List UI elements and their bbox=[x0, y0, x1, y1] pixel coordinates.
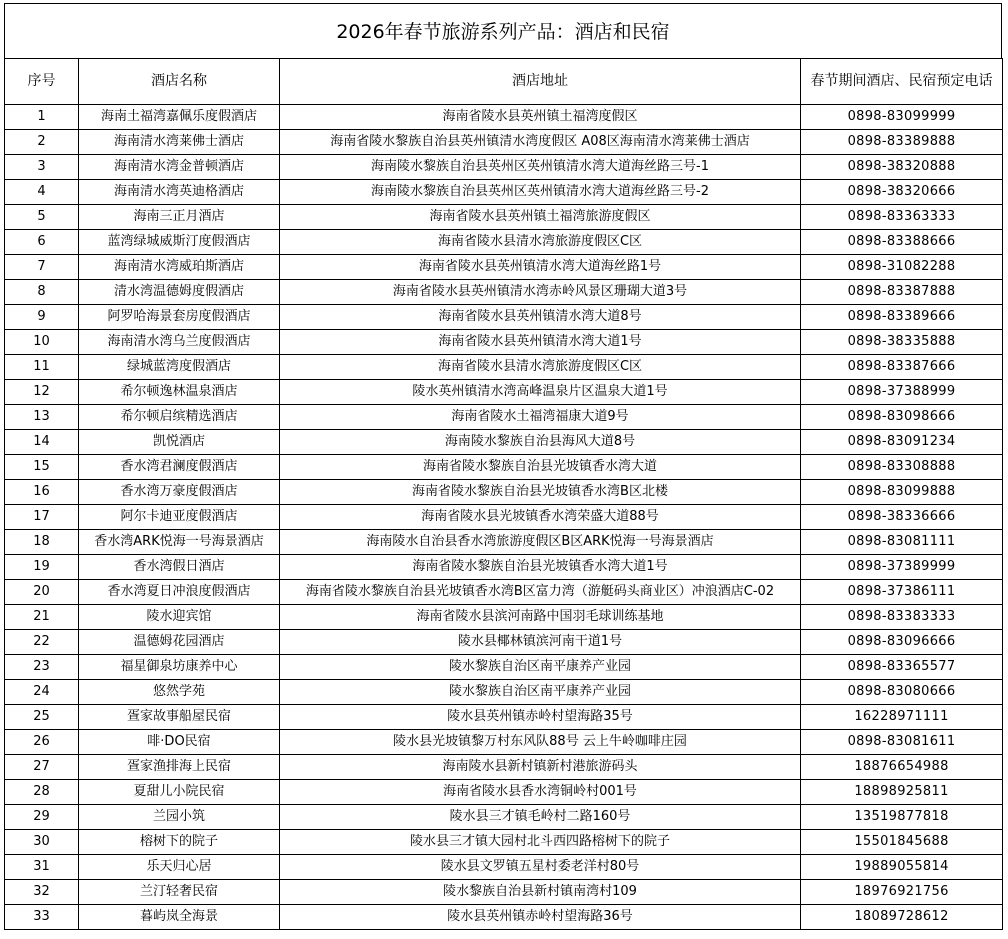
cell-name: 阿罗哈海景套房度假酒店 bbox=[79, 305, 280, 330]
cell-name: 蓝湾绿城威斯汀度假酒店 bbox=[79, 230, 280, 255]
cell-index: 26 bbox=[5, 730, 79, 755]
cell-index: 28 bbox=[5, 780, 79, 805]
table-body bbox=[5, 105, 1003, 930]
cell-index: 25 bbox=[5, 705, 79, 730]
cell-address: 海南陵水黎族自治县英州区英州镇清水湾大道海丝路三号-2 bbox=[280, 180, 801, 205]
cell-name: 温德姆花园酒店 bbox=[79, 630, 280, 655]
header-row bbox=[5, 59, 1003, 105]
cell-address: 海南陵水黎族自治县英州区英州镇清水湾大道海丝路三号-1 bbox=[280, 155, 801, 180]
cell-index: 18 bbox=[5, 530, 79, 555]
header-name: 酒店名称 bbox=[79, 59, 280, 105]
cell-name: 疍家渔排海上民宿 bbox=[79, 755, 280, 780]
cell-index: 32 bbox=[5, 880, 79, 905]
cell-index: 7 bbox=[5, 255, 79, 280]
cell-name: 绿城蓝湾度假酒店 bbox=[79, 355, 280, 380]
table-row bbox=[5, 130, 1003, 155]
table-row bbox=[5, 780, 1003, 805]
table-row bbox=[5, 355, 1003, 380]
cell-address: 海南省陵水黎族自治县光坡镇香水湾大道 bbox=[280, 455, 801, 480]
cell-address: 陵水黎族自治区南平康养产业园 bbox=[280, 655, 801, 680]
cell-address: 海南省陵水县清水湾旅游度假区C区 bbox=[280, 355, 801, 380]
table-row bbox=[5, 530, 1003, 555]
cell-address: 陵水县英州镇赤岭村望海路35号 bbox=[280, 705, 801, 730]
table-row bbox=[5, 430, 1003, 455]
table-row bbox=[5, 630, 1003, 655]
cell-name: 乐天归心居 bbox=[79, 855, 280, 880]
table-row bbox=[5, 305, 1003, 330]
cell-index: 11 bbox=[5, 355, 79, 380]
cell-phone: 0898-83387666 bbox=[801, 355, 1003, 380]
cell-index: 3 bbox=[5, 155, 79, 180]
cell-address: 海南省陵水县英州镇土福湾度假区 bbox=[280, 105, 801, 130]
table-row bbox=[5, 180, 1003, 205]
cell-phone: 0898-83389666 bbox=[801, 305, 1003, 330]
sheet-title: 2026年春节旅游系列产品：酒店和民宿 bbox=[4, 3, 1002, 59]
cell-phone: 0898-83080666 bbox=[801, 680, 1003, 705]
cell-address: 海南省陵水县英州镇土福湾旅游度假区 bbox=[280, 205, 801, 230]
hotel-list-sheet bbox=[4, 3, 1002, 929]
cell-index: 13 bbox=[5, 405, 79, 430]
table-row bbox=[5, 105, 1003, 130]
cell-name: 海南清水湾乌兰度假酒店 bbox=[79, 330, 280, 355]
cell-index: 23 bbox=[5, 655, 79, 680]
hotel-table bbox=[4, 58, 1003, 930]
cell-address: 海南省陵水黎族自治县光坡镇香水湾大道1号 bbox=[280, 555, 801, 580]
cell-index: 2 bbox=[5, 130, 79, 155]
cell-phone: 0898-83388666 bbox=[801, 230, 1003, 255]
cell-address: 陵水县文罗镇五星村委老洋村80号 bbox=[280, 855, 801, 880]
table-row bbox=[5, 605, 1003, 630]
cell-index: 8 bbox=[5, 280, 79, 305]
cell-phone: 0898-38335888 bbox=[801, 330, 1003, 355]
table-row bbox=[5, 255, 1003, 280]
table-row bbox=[5, 855, 1003, 880]
table-row bbox=[5, 880, 1003, 905]
cell-name: 凯悦酒店 bbox=[79, 430, 280, 455]
cell-address: 海南省陵水黎族自治县英州镇清水湾度假区 A08区海南清水湾莱佛士酒店 bbox=[280, 130, 801, 155]
cell-index: 24 bbox=[5, 680, 79, 705]
cell-index: 1 bbox=[5, 105, 79, 130]
cell-index: 31 bbox=[5, 855, 79, 880]
table-row bbox=[5, 505, 1003, 530]
table-row bbox=[5, 580, 1003, 605]
cell-name: 海南清水湾英迪格酒店 bbox=[79, 180, 280, 205]
cell-address: 海南陵水黎族自治县海风大道8号 bbox=[280, 430, 801, 455]
cell-phone: 0898-83363333 bbox=[801, 205, 1003, 230]
cell-address: 海南陵水自治县香水湾旅游度假区B区ARK悦海一号海景酒店 bbox=[280, 530, 801, 555]
cell-index: 5 bbox=[5, 205, 79, 230]
cell-name: 悠然学苑 bbox=[79, 680, 280, 705]
table-row bbox=[5, 830, 1003, 855]
cell-address: 陵水县光坡镇黎万村东风队88号 云上牛岭咖啡庄园 bbox=[280, 730, 801, 755]
cell-index: 14 bbox=[5, 430, 79, 455]
cell-address: 陵水黎族自治县新村镇南湾村109 bbox=[280, 880, 801, 905]
header-index: 序号 bbox=[5, 59, 79, 105]
table-row bbox=[5, 480, 1003, 505]
cell-index: 27 bbox=[5, 755, 79, 780]
cell-phone: 0898-83081611 bbox=[801, 730, 1003, 755]
cell-address: 海南省陵水县香水湾铜岭村001号 bbox=[280, 780, 801, 805]
cell-address: 陵水英州镇清水湾高峰温泉片区温泉大道1号 bbox=[280, 380, 801, 405]
cell-address: 海南省陵水县光坡镇香水湾荣盛大道88号 bbox=[280, 505, 801, 530]
cell-address: 海南陵水县新村镇新村港旅游码头 bbox=[280, 755, 801, 780]
cell-name: 啡·DO民宿 bbox=[79, 730, 280, 755]
table-row bbox=[5, 905, 1003, 930]
cell-name: 疍家故事船屋民宿 bbox=[79, 705, 280, 730]
table-row bbox=[5, 455, 1003, 480]
cell-phone: 15501845688 bbox=[801, 830, 1003, 855]
table-row bbox=[5, 205, 1003, 230]
cell-name: 海南土福湾嘉佩乐度假酒店 bbox=[79, 105, 280, 130]
cell-index: 16 bbox=[5, 480, 79, 505]
cell-phone: 0898-83308888 bbox=[801, 455, 1003, 480]
cell-address: 海南省陵水县英州镇清水湾大道8号 bbox=[280, 305, 801, 330]
cell-name: 榕树下的院子 bbox=[79, 830, 280, 855]
cell-address: 海南省陵水黎族自治县光坡镇香水湾B区富力湾（游艇码头商业区）冲浪酒店C-02 bbox=[280, 580, 801, 605]
cell-name: 陵水迎宾馆 bbox=[79, 605, 280, 630]
cell-name: 希尔顿逸林温泉酒店 bbox=[79, 380, 280, 405]
table-row bbox=[5, 555, 1003, 580]
table-row bbox=[5, 705, 1003, 730]
cell-address: 陵水县英州镇赤岭村望海路36号 bbox=[280, 905, 801, 930]
cell-phone: 0898-37389999 bbox=[801, 555, 1003, 580]
cell-address: 陵水县三才镇毛岭村二路160号 bbox=[280, 805, 801, 830]
cell-index: 9 bbox=[5, 305, 79, 330]
cell-index: 19 bbox=[5, 555, 79, 580]
cell-name: 暮屿岚全海景 bbox=[79, 905, 280, 930]
cell-address: 海南省陵水县英州镇清水湾大道1号 bbox=[280, 330, 801, 355]
table-row bbox=[5, 230, 1003, 255]
table-row bbox=[5, 655, 1003, 680]
cell-phone: 18976921756 bbox=[801, 880, 1003, 905]
cell-name: 海南清水湾威珀斯酒店 bbox=[79, 255, 280, 280]
cell-name: 阿尔卡迪亚度假酒店 bbox=[79, 505, 280, 530]
cell-address: 陵水县三才镇大园村北斗西四路榕树下的院子 bbox=[280, 830, 801, 855]
cell-phone: 0898-83387888 bbox=[801, 280, 1003, 305]
header-address: 酒店地址 bbox=[280, 59, 801, 105]
cell-phone: 0898-37386111 bbox=[801, 580, 1003, 605]
cell-phone: 18898925811 bbox=[801, 780, 1003, 805]
cell-name: 兰汀轻奢民宿 bbox=[79, 880, 280, 905]
cell-name: 香水湾君澜度假酒店 bbox=[79, 455, 280, 480]
cell-address: 海南省陵水土福湾福康大道9号 bbox=[280, 405, 801, 430]
cell-address: 陵水县椰林镇滨河南干道1号 bbox=[280, 630, 801, 655]
cell-index: 30 bbox=[5, 830, 79, 855]
header-phone: 春节期间酒店、民宿预定电话 bbox=[801, 59, 1003, 105]
cell-address: 海南省陵水县英州镇清水湾赤岭风景区珊瑚大道3号 bbox=[280, 280, 801, 305]
cell-index: 22 bbox=[5, 630, 79, 655]
cell-phone: 0898-83099999 bbox=[801, 105, 1003, 130]
cell-name: 海南三正月酒店 bbox=[79, 205, 280, 230]
cell-phone: 0898-83081111 bbox=[801, 530, 1003, 555]
cell-name: 清水湾温德姆度假酒店 bbox=[79, 280, 280, 305]
cell-name: 福星御泉坊康养中心 bbox=[79, 655, 280, 680]
cell-index: 29 bbox=[5, 805, 79, 830]
cell-phone: 0898-38336666 bbox=[801, 505, 1003, 530]
cell-name: 香水湾假日酒店 bbox=[79, 555, 280, 580]
cell-name: 夏甜儿小院民宿 bbox=[79, 780, 280, 805]
cell-name: 兰园小筑 bbox=[79, 805, 280, 830]
cell-index: 15 bbox=[5, 455, 79, 480]
cell-phone: 18876654988 bbox=[801, 755, 1003, 780]
cell-name: 香水湾夏日冲浪度假酒店 bbox=[79, 580, 280, 605]
cell-index: 20 bbox=[5, 580, 79, 605]
cell-phone: 0898-37388999 bbox=[801, 380, 1003, 405]
cell-phone: 19889055814 bbox=[801, 855, 1003, 880]
cell-index: 33 bbox=[5, 905, 79, 930]
cell-phone: 0898-38320666 bbox=[801, 180, 1003, 205]
cell-phone: 0898-83383333 bbox=[801, 605, 1003, 630]
cell-phone: 0898-83096666 bbox=[801, 630, 1003, 655]
cell-name: 香水湾ARK悦海一号海景酒店 bbox=[79, 530, 280, 555]
cell-address: 海南省陵水县英州镇清水湾大道海丝路1号 bbox=[280, 255, 801, 280]
table-row bbox=[5, 280, 1003, 305]
cell-address: 陵水黎族自治区南平康养产业园 bbox=[280, 680, 801, 705]
cell-name: 希尔顿启缤精选酒店 bbox=[79, 405, 280, 430]
cell-index: 10 bbox=[5, 330, 79, 355]
cell-phone: 0898-83098666 bbox=[801, 405, 1003, 430]
cell-name: 海南清水湾金普顿酒店 bbox=[79, 155, 280, 180]
table-row bbox=[5, 380, 1003, 405]
cell-index: 21 bbox=[5, 605, 79, 630]
table-row bbox=[5, 405, 1003, 430]
table-row bbox=[5, 155, 1003, 180]
table-row bbox=[5, 680, 1003, 705]
cell-index: 6 bbox=[5, 230, 79, 255]
table-row bbox=[5, 755, 1003, 780]
cell-phone: 0898-83365577 bbox=[801, 655, 1003, 680]
cell-name: 香水湾万豪度假酒店 bbox=[79, 480, 280, 505]
cell-name: 海南清水湾莱佛士酒店 bbox=[79, 130, 280, 155]
cell-phone: 0898-31082288 bbox=[801, 255, 1003, 280]
table-row bbox=[5, 330, 1003, 355]
cell-index: 17 bbox=[5, 505, 79, 530]
cell-phone: 18089728612 bbox=[801, 905, 1003, 930]
cell-address: 海南省陵水县清水湾旅游度假区C区 bbox=[280, 230, 801, 255]
cell-phone: 0898-83099888 bbox=[801, 480, 1003, 505]
cell-phone: 13519877818 bbox=[801, 805, 1003, 830]
cell-phone: 16228971111 bbox=[801, 705, 1003, 730]
cell-address: 海南省陵水黎族自治县光坡镇香水湾B区北楼 bbox=[280, 480, 801, 505]
cell-phone: 0898-83389888 bbox=[801, 130, 1003, 155]
cell-index: 12 bbox=[5, 380, 79, 405]
table-row bbox=[5, 805, 1003, 830]
cell-address: 海南省陵水县滨河南路中国羽毛球训练基地 bbox=[280, 605, 801, 630]
cell-phone: 0898-83091234 bbox=[801, 430, 1003, 455]
cell-index: 4 bbox=[5, 180, 79, 205]
table-row bbox=[5, 730, 1003, 755]
cell-phone: 0898-38320888 bbox=[801, 155, 1003, 180]
